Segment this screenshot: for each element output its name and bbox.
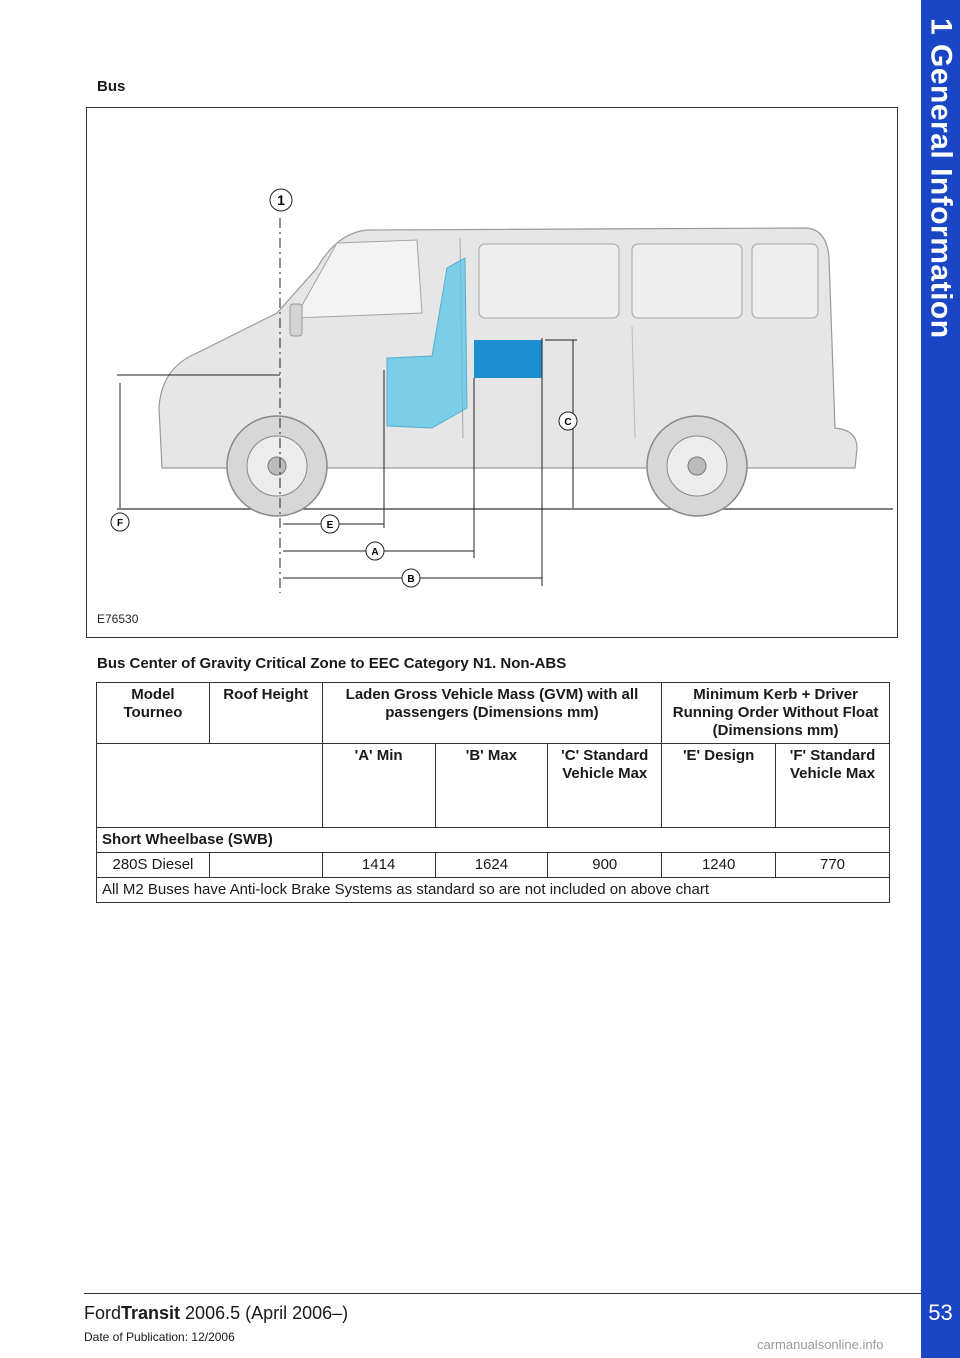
section-title xyxy=(921,0,960,460)
cell-f: 770 xyxy=(776,853,890,878)
subheader-c: 'C' Standard Vehicle Max xyxy=(548,744,662,828)
section-title-text: 1 General Information xyxy=(924,18,958,339)
footer-title xyxy=(84,1303,348,1324)
callout-a: A xyxy=(371,547,379,558)
subheader-e: 'E' Design xyxy=(662,744,776,828)
page-number: 53 xyxy=(928,1300,953,1325)
vehicle-diagram xyxy=(86,107,898,638)
table-caption: Bus Center of Gravity Critical Zone to EEC Category N1. Non-ABS xyxy=(97,655,567,672)
callout-b: B xyxy=(407,574,415,585)
cell-model: 280S Diesel xyxy=(97,853,210,878)
figure-code: E76530 xyxy=(97,612,139,626)
header-roof: Roof Height xyxy=(209,683,322,744)
callout-e: E xyxy=(326,520,334,531)
table-header-row xyxy=(97,683,890,744)
table-subheader-row xyxy=(97,744,890,828)
cell-e: 1240 xyxy=(662,853,776,878)
page-heading: Bus xyxy=(97,78,126,95)
group-row xyxy=(97,828,890,853)
footer-model: Transit xyxy=(121,1303,181,1323)
note-row xyxy=(97,878,890,903)
subheader-b: 'B' Max xyxy=(435,744,548,828)
footer-edition: 2006.5 (April 2006–) xyxy=(180,1303,349,1323)
cg-table xyxy=(96,682,890,903)
table-row xyxy=(97,853,890,878)
footer-brand: Ford xyxy=(84,1303,122,1323)
callout-f: F xyxy=(116,518,124,529)
callout-c: C xyxy=(564,417,572,428)
callout-1: 1 xyxy=(277,192,285,208)
subheader-f: 'F' Standard Vehicle Max xyxy=(776,744,890,828)
van-illustration xyxy=(87,108,897,637)
footer-date: Date of Publication: 12/2006 xyxy=(84,1330,235,1344)
group-label: Short Wheelbase (SWB) xyxy=(97,828,890,853)
cell-c: 900 xyxy=(548,853,662,878)
table-note: All M2 Buses have Anti-lock Brake Systems as standard so are not included on above chart xyxy=(97,878,890,903)
subheader-blank xyxy=(97,744,323,828)
watermark: carmanualsonline.info xyxy=(757,1337,884,1352)
header-kerb: Minimum Kerb + Driver Running Order Without Float (Dimensions mm) xyxy=(662,683,890,744)
cell-roof xyxy=(209,853,322,878)
footer-divider xyxy=(84,1293,921,1294)
cell-a: 1414 xyxy=(322,853,435,878)
subheader-a: 'A' Min xyxy=(322,744,435,828)
header-laden: Laden Gross Vehicle Mass (GVM) with all passengers (Dimensions mm) xyxy=(322,683,661,744)
cell-b: 1624 xyxy=(435,853,548,878)
header-model: Model Tourneo xyxy=(97,683,210,744)
